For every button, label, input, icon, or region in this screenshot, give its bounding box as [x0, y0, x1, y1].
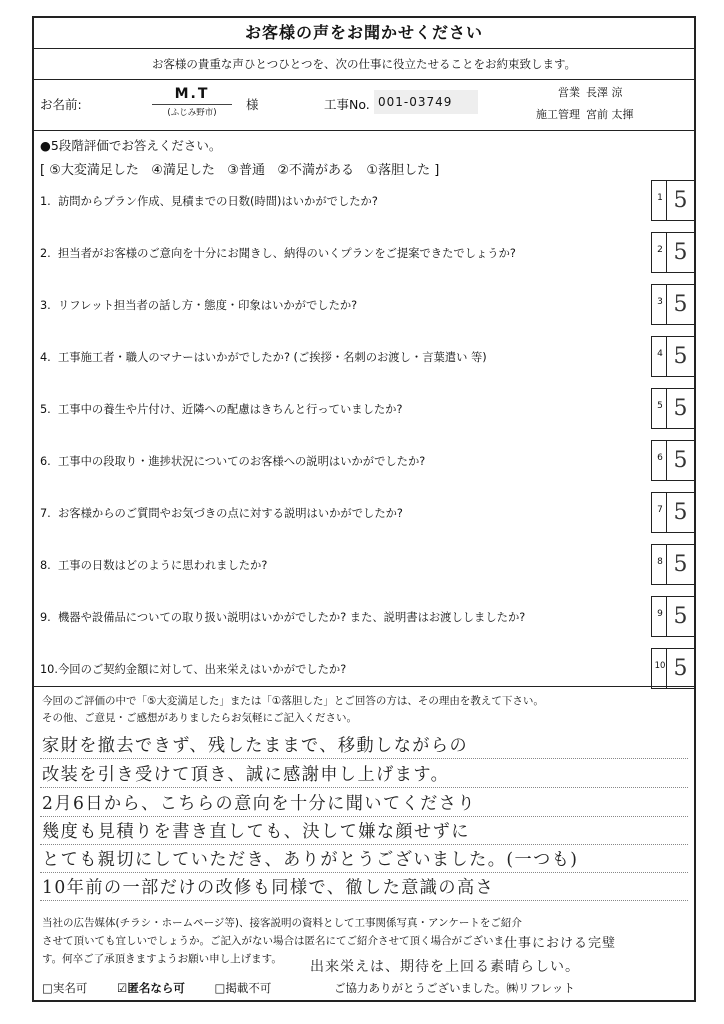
- question-number: 2.: [40, 246, 51, 260]
- score-box[interactable]: [651, 648, 695, 689]
- divider: [34, 686, 694, 687]
- question-text: [40, 180, 640, 222]
- score-value: 5: [666, 285, 694, 324]
- score-value: 5: [666, 441, 694, 480]
- comment-underline: [40, 816, 688, 817]
- score-box-number: 5: [657, 401, 663, 411]
- question-text: [40, 336, 640, 378]
- question-text: [40, 388, 640, 430]
- score-box[interactable]: [651, 544, 695, 585]
- score-box[interactable]: [651, 180, 695, 221]
- score-box[interactable]: [651, 388, 695, 429]
- koji-number: 001-03749: [374, 90, 478, 114]
- sales-name: 長澤 涼: [586, 86, 623, 99]
- form-title: お客様の声をお聞かせください: [34, 18, 694, 49]
- question-number: 1.: [40, 194, 51, 208]
- koji-label: 工事No.: [324, 97, 370, 112]
- question-row: [34, 336, 698, 378]
- sales-staff: [524, 84, 623, 100]
- thanks-note: ご協力ありがとうございました。㈱リフレット: [334, 981, 575, 995]
- question-row: [34, 232, 698, 274]
- honorific: 様: [246, 97, 259, 112]
- score-value: 5: [666, 181, 694, 220]
- score-box[interactable]: [651, 232, 695, 273]
- question-row: [34, 492, 698, 534]
- comment-line: 改装を引き受けて頂き、誠に感謝申し上げます。: [42, 765, 450, 785]
- question-row: [34, 284, 698, 326]
- comment-underline: [40, 900, 688, 901]
- question-text: [40, 492, 640, 534]
- comment-underline: [40, 872, 688, 873]
- form-subtitle: お客様の貴重な声ひとつひとつを、次の仕事に役立たせることをお約束致します。: [34, 49, 694, 80]
- evaluation-scale: [ ⑤大変満足した ④満足した ③普通 ②不満がある ①落胆した ]: [40, 163, 440, 178]
- advertising-consent-text: 当社の広告媒体(チラシ・ホームページ等)、接客説明の資料として工事関係写真・アンケートをご紹介させて頂いても宜しいでしょうか。ご記入がない場合は匿名にてご紹介させて頂く場合がございます。何卒ご了承頂きますようお願い申し上げます。: [42, 917, 522, 965]
- question-number: 9.: [40, 610, 51, 624]
- option-no-publish[interactable]: □掲載不可: [214, 981, 272, 995]
- question-label: 機器や設備品についての取り扱い説明はいかがでしたか? また、説明書はお渡ししましたか?: [58, 610, 526, 624]
- question-number: 6.: [40, 454, 51, 468]
- comment-underline: [40, 844, 688, 845]
- question-label: リフレット担当者の話し方・態度・印象はいかがでしたか?: [58, 298, 358, 312]
- question-row: [34, 648, 698, 690]
- score-value: 5: [666, 493, 694, 532]
- question-label: 工事施工者・職人のマナーはいかがでしたか? (ご挨拶・名刺のお渡し・言葉遣い 等): [58, 350, 487, 364]
- question-label: 担当者がお客様のご意向を十分にお聞きし、納得のいくプランをご提案できたでしょうか?: [58, 246, 516, 260]
- question-label: 訪問からプラン作成、見積までの日数(時間)はいかがでしたか?: [58, 194, 378, 208]
- score-box-number: 6: [657, 453, 663, 463]
- option-anonymous[interactable]: ☑匿名なら可: [117, 981, 185, 995]
- comment-line: 家財を撤去できず、残したままで、移動しながらの: [42, 736, 469, 756]
- score-box-number: 2: [657, 245, 663, 255]
- customer-name-block: [152, 86, 232, 118]
- question-number: 4.: [40, 350, 51, 364]
- question-text: [40, 648, 640, 690]
- score-value: 5: [666, 545, 694, 584]
- reason-prompt-2: その他、ご意見・ご感想がありましたらお気軽にご記入ください。: [42, 712, 357, 724]
- score-value: 5: [666, 649, 694, 688]
- site-label: 施工管理: [536, 108, 580, 121]
- comment-underline: [40, 787, 688, 788]
- site-manager: [524, 106, 634, 122]
- comment-underline: [40, 758, 688, 759]
- question-number: 10.: [40, 662, 58, 676]
- score-box-number: 8: [657, 557, 663, 567]
- score-box-number: 10: [654, 661, 666, 671]
- question-row: [34, 180, 698, 222]
- reason-prompt: [42, 693, 544, 727]
- name-label: お名前:: [40, 97, 82, 112]
- question-text: [40, 284, 640, 326]
- question-label: 工事中の段取り・進捗状況についてのお客様への説明はいかがでしたか?: [58, 454, 426, 468]
- score-box-number: 7: [657, 505, 663, 515]
- score-value: 5: [666, 337, 694, 376]
- reason-prompt-1: 今回のご評価の中で「⑤大変満足した」または「①落胆した」とご回答の方は、その理由を教えて下さい。: [42, 695, 544, 707]
- question-text: [40, 596, 640, 638]
- survey-sheet: [32, 16, 696, 1002]
- question-label: 工事の日数はどのように思われましたか?: [58, 558, 268, 572]
- score-box-number: 9: [657, 609, 663, 619]
- score-box[interactable]: [651, 440, 695, 481]
- score-value: 5: [666, 389, 694, 428]
- score-box-number: 4: [657, 349, 663, 359]
- question-row: [34, 440, 698, 482]
- score-box[interactable]: [651, 284, 695, 325]
- question-row: [34, 388, 698, 430]
- score-box[interactable]: [651, 596, 695, 637]
- customer-name: M.T: [174, 86, 210, 102]
- question-text: [40, 440, 640, 482]
- score-box-number: 3: [657, 297, 663, 307]
- consent-options: [42, 980, 297, 996]
- comment-extra-2: 出来栄えは、期待を上回る素晴らしい。: [310, 959, 580, 975]
- comment-line: とても親切にしていただき、ありがとうございました。(一つも): [42, 850, 579, 870]
- question-text: [40, 544, 640, 586]
- comment-line: 10年前の一部だけの改修も同様で、徹した意識の高さ: [42, 878, 495, 898]
- score-value: 5: [666, 233, 694, 272]
- score-box[interactable]: [651, 492, 695, 533]
- question-number: 7.: [40, 506, 51, 520]
- comment-extra-1: 仕事における完璧: [504, 936, 617, 951]
- comment-line: 2月6日から、こちらの意向を十分に聞いてくださり: [42, 794, 476, 814]
- customer-city: (ふじみ野市): [152, 104, 232, 118]
- score-box[interactable]: [651, 336, 695, 377]
- option-real-name[interactable]: □実名可: [42, 981, 88, 995]
- question-label: 今回のご契約金額に対して、出来栄えはいかがでしたか?: [58, 662, 347, 676]
- sales-label: 営業: [558, 86, 580, 99]
- site-name: 宮前 太揮: [586, 108, 634, 121]
- score-box-number: 1: [657, 193, 663, 203]
- question-row: [34, 544, 698, 586]
- question-row: [34, 596, 698, 638]
- question-number: 8.: [40, 558, 51, 572]
- comment-line: 幾度も見積りを書き直しても、決して嫌な顔せずに: [42, 822, 470, 842]
- question-number: 3.: [40, 298, 51, 312]
- question-number: 5.: [40, 402, 51, 416]
- question-label: 工事中の養生や片付け、近隣への配慮はきちんと行っていましたか?: [58, 402, 403, 416]
- question-text: [40, 232, 640, 274]
- question-label: お客様からのご質問やお気づきの点に対する説明はいかがでしたか?: [58, 506, 403, 520]
- evaluation-heading: ●5段階評価でお答えください。: [40, 138, 222, 153]
- customer-info-row: [34, 80, 694, 131]
- score-value: 5: [666, 597, 694, 636]
